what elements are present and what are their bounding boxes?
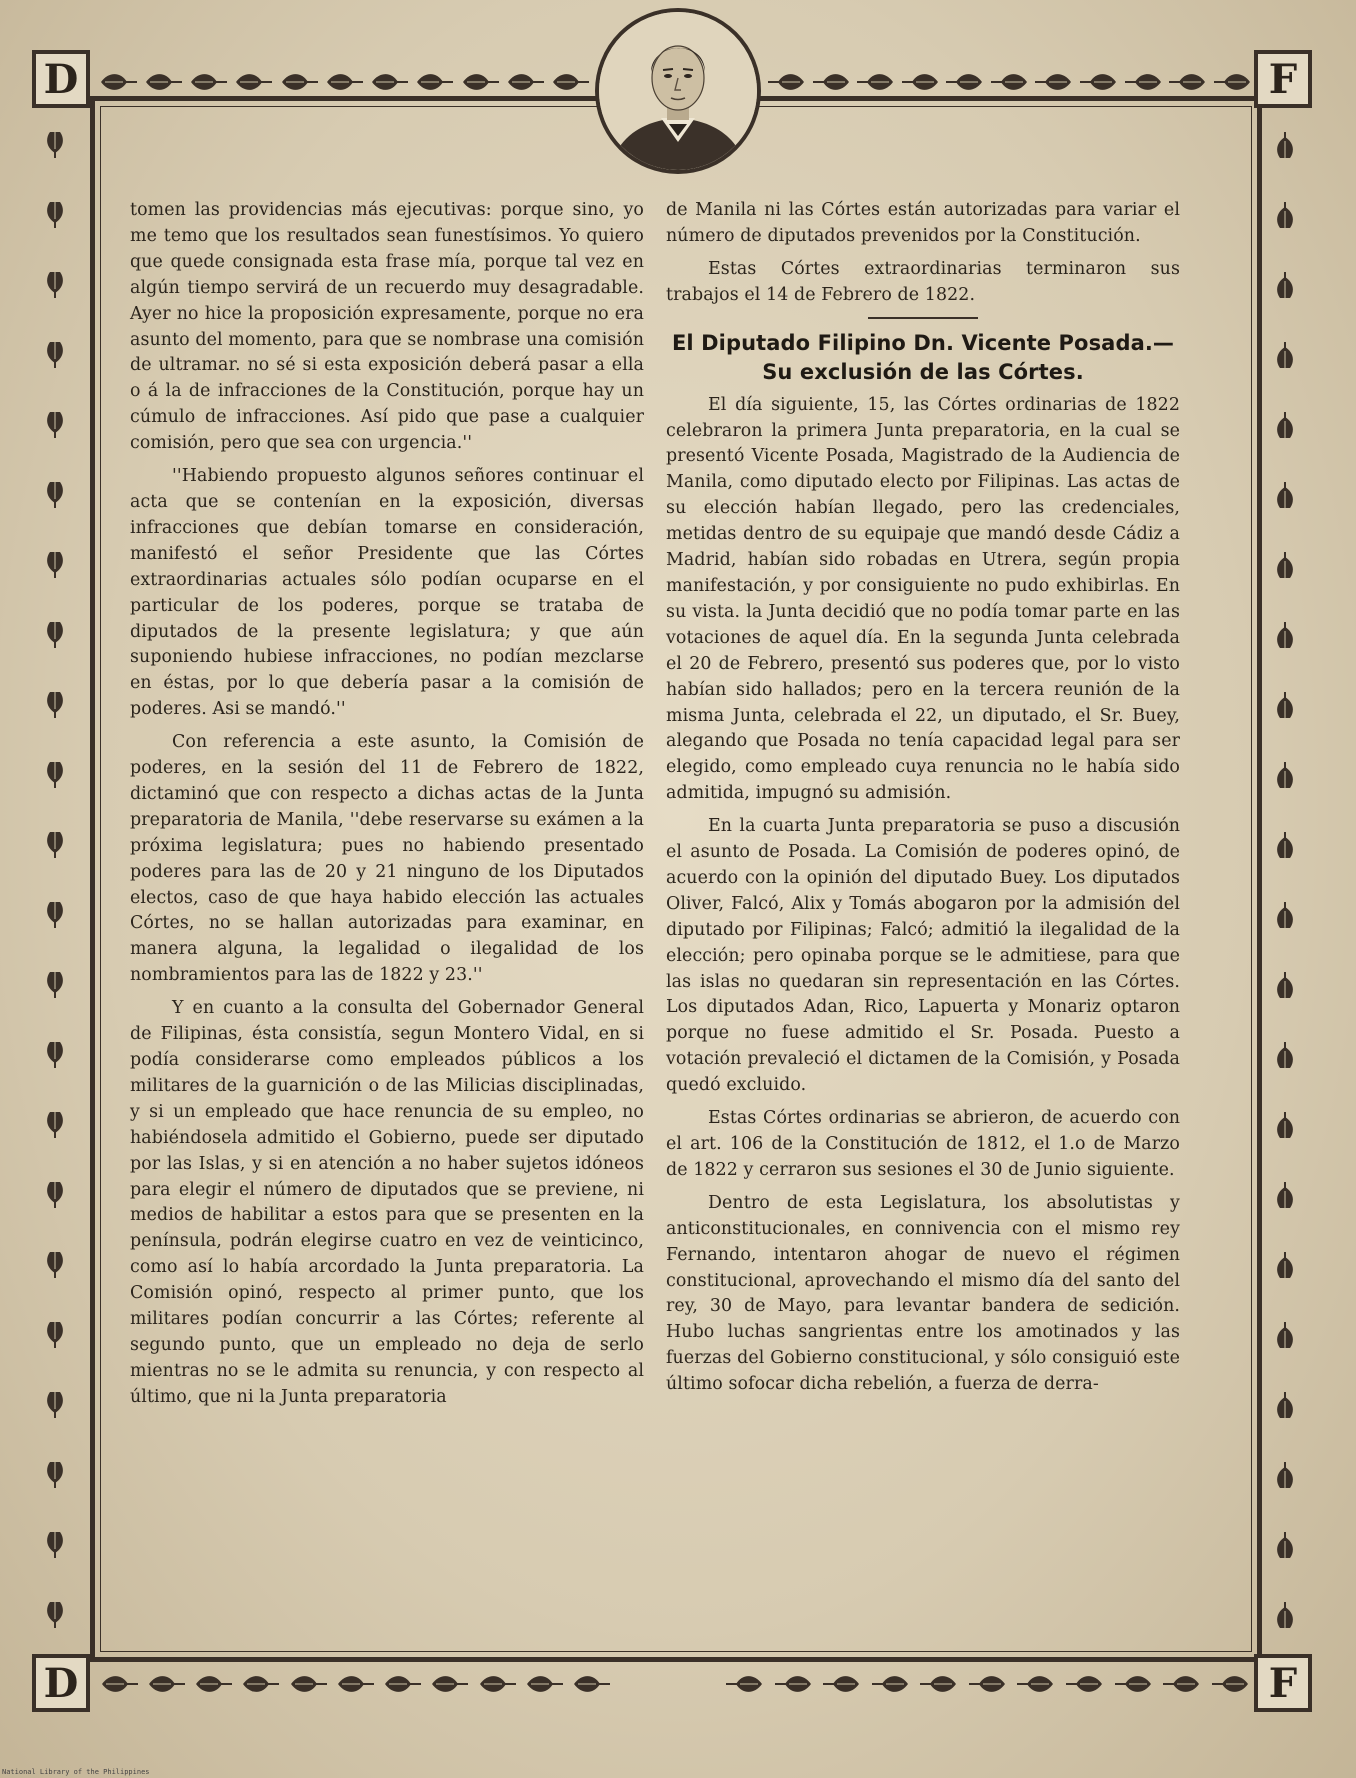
leaf-ornament-icon <box>506 69 546 95</box>
right-column <box>666 198 1180 1405</box>
left-leaf-band <box>32 110 78 1650</box>
leaf-ornament-icon <box>35 692 75 718</box>
leaf-ornament-icon <box>383 1671 423 1697</box>
top-leaf-band-right <box>764 62 1254 102</box>
corner-letter-top-right: F <box>1254 50 1312 108</box>
leaf-ornament-icon <box>35 1042 75 1068</box>
leaf-ornament-icon <box>1265 272 1305 298</box>
leaf-ornament-icon <box>1265 482 1305 508</box>
leaf-ornament-icon <box>1265 552 1305 578</box>
leaf-ornament-icon <box>525 1671 565 1697</box>
leaf-ornament-icon <box>855 69 895 95</box>
leaf-ornament-icon <box>99 69 139 95</box>
leaf-ornament-icon <box>478 1671 518 1697</box>
leaf-ornament-icon <box>1210 1671 1250 1697</box>
leaf-ornament-icon <box>1265 1112 1305 1138</box>
leaf-ornament-icon <box>430 1671 470 1697</box>
corner-letter-bottom-left: D <box>32 1654 90 1712</box>
right-paragraph-3: Estas Córtes ordinarias se abrieron, de acuerdo con el art. 106 de la Constitución de 1812, el 1.o de Marzo de 1822 y cerraron sus sesiones el 30 de Junio siguiente. <box>666 1108 1180 1180</box>
leaf-ornament-icon <box>1265 202 1305 228</box>
leaf-ornament-icon <box>1265 412 1305 438</box>
section-heading-line-1: El Diputado Filipino Dn. Vicente Posada.— <box>671 330 1175 355</box>
left-column <box>130 198 644 1418</box>
top-leaf-band-left <box>96 62 594 102</box>
right-paragraph-top-1: de Manila ni las Córtes están autorizadas para variar el número de diputados prevenidos por la Constitución. <box>666 200 1180 246</box>
leaf-ornament-icon <box>100 1671 140 1697</box>
leaf-ornament-icon <box>35 1252 75 1278</box>
leaf-ornament-icon <box>35 622 75 648</box>
leaf-ornament-icon <box>1265 902 1305 928</box>
section-heading-line-2: Su exclusión de las Córtes. <box>762 359 1084 384</box>
right-paragraph-4: Dentro de esta Legislatura, los absolutistas y anticonstitucionales, en connivencia con el mismo rey Fernando, intentaron ahogar de nuevo el régimen constitucional, aprovechando el mismo día del santo del rey, 30 de Mayo, para levantar bandera de sedición. Hubo luchas sangrientas entre los amotinados y las fuerzas del Gobierno constitucional, y sólo consiguió este último sofocar dicha rebelión, a fuerza de derra- <box>666 1192 1180 1395</box>
leaf-ornament-icon <box>35 1602 75 1628</box>
leaf-ornament-icon <box>551 69 591 95</box>
leaf-ornament-icon <box>35 1532 75 1558</box>
leaf-ornament-icon <box>144 69 184 95</box>
leaf-ornament-icon <box>241 1671 281 1697</box>
leaf-ornament-icon <box>1265 342 1305 368</box>
left-paragraph-1: tomen las providencias más ejecutivas: porque sino, yo me temo que los resultados sean funestísimos. Yo quiero que quede consignada esta frase mía, porque tal vez en algún tiempo servirá de un recuerdo muy desagradable. Ayer no hice la proposición expresamente, porque no era asunto del momento, para que se nombrase una comisión de ultramar. no sé si esta exposición deberá pasar a ella o á la de infracciones de la Constitución, porque hay un cúmulo de infracciones. Así pido que pase a cualquier comisión, pero que sea con urgencia.'' <box>130 200 644 454</box>
library-credit: National Library of the Philippines <box>2 1768 150 1776</box>
right-paragraph-1: El día siguiente, 15, las Córtes ordinarias de 1822 celebraron la primera Junta preparatoria, en la cual se presentó Vicente Posada, Magistrado de la Audiencia de Manila, como diputado electo por Filipinas. Las actas de su elección habían llegado, pero las credenciales, metidas dentro de su equipaje que mandó desde Cádiz a Madrid, habían sido robadas en Utrera, según propia manifestación, y por consiguiente no pudo exhibirlas. En su vista. la Junta decidió que no podía tomar parte en las votaciones de aquel día. En la segunda Junta celebrada el 20 de Febrero, presentó sus poderes que, por lo visto habían sido hallados; pero en la tercera reunión de la misma Junta, celebrada el 22, un diputado, el Sr. Buey, alegando que Posada no tenía capacidad legal para ser elegido, como empleado cuya renuncia no le había sido admitida, impugnó su admisión. <box>666 394 1180 804</box>
leaf-ornament-icon <box>773 1671 813 1697</box>
leaf-ornament-icon <box>1265 622 1305 648</box>
leaf-ornament-icon <box>35 1462 75 1488</box>
leaf-ornament-icon <box>194 1671 234 1697</box>
right-leaf-band <box>1262 110 1308 1650</box>
leaf-ornament-icon <box>280 69 320 95</box>
section-divider <box>868 317 978 319</box>
leaf-ornament-icon <box>35 902 75 928</box>
right-paragraph-top-2: Estas Córtes extraordinarias terminaron sus trabajos el 14 de Febrero de 1822. <box>666 258 1180 305</box>
leaf-ornament-icon <box>1265 1392 1305 1418</box>
leaf-ornament-icon <box>918 1671 958 1697</box>
leaf-ornament-icon <box>1265 1602 1305 1628</box>
leaf-ornament-icon <box>724 1671 764 1697</box>
leaf-ornament-icon <box>1265 692 1305 718</box>
leaf-ornament-icon <box>35 482 75 508</box>
leaf-ornament-icon <box>370 69 410 95</box>
leaf-ornament-icon <box>967 1671 1007 1697</box>
leaf-ornament-icon <box>35 1392 75 1418</box>
section-heading <box>666 329 1180 387</box>
leaf-ornament-icon <box>1265 762 1305 788</box>
leaf-ornament-icon <box>1113 1671 1153 1697</box>
leaf-ornament-icon <box>35 412 75 438</box>
leaf-ornament-icon <box>461 69 501 95</box>
leaf-ornament-icon <box>1265 132 1305 158</box>
leaf-ornament-icon <box>944 69 984 95</box>
leaf-ornament-icon <box>1161 1671 1201 1697</box>
article-body <box>130 198 1180 1618</box>
portrait-illustration <box>599 12 757 170</box>
leaf-ornament-icon <box>35 1182 75 1208</box>
leaf-ornament-icon <box>821 1671 861 1697</box>
leaf-ornament-icon <box>35 972 75 998</box>
leaf-ornament-icon <box>1265 1462 1305 1488</box>
leaf-ornament-icon <box>35 132 75 158</box>
leaf-ornament-icon <box>1078 69 1118 95</box>
leaf-ornament-icon <box>1033 69 1073 95</box>
corner-letter-bottom-right: F <box>1254 1654 1312 1712</box>
leaf-ornament-icon <box>1167 69 1207 95</box>
leaf-ornament-icon <box>989 69 1029 95</box>
leaf-ornament-icon <box>766 69 806 95</box>
bottom-leaf-band-right <box>720 1664 1254 1704</box>
left-paragraph-2: ''Habiendo propuesto algunos señores continuar el acta que se contenían en la exposición, diversas infracciones que debían tomarse en consideración, manifestó el señor Presidente que las Córtes extraordinarias actuales sólo podían ocuparse en el particular de los poderes, porque se trataba de diputados de la presente legislatura; y que aún suponiendo hubiese infracciones, no podían mezclarse en éstas, por lo que debería pasar a la comisión de poderes. Asi se mandó.'' <box>130 466 644 720</box>
leaf-ornament-icon <box>811 69 851 95</box>
right-paragraph-2: En la cuarta Junta preparatoria se puso a discusión el asunto de Posada. La Comisión de poderes opinó, de acuerdo con la opinión del diputado Buey. Los diputados Oliver, Falcó, Alix y Tomás abogaron por la admisión del diputado por Filipinas; Falcó; admitió la ilegalidad de la elección; pero opinaba porque se le admitiese, para que las islas no quedaran sin representación en las Córtes. Los diputados Adan, Rico, Lapuerta y Monariz optaron porque no fuese admitido el Sr. Posada. Puesto a votación prevaleció el dictamen de la Comisión, y Posada quedó excluido. <box>666 816 1180 1096</box>
leaf-ornament-icon <box>1265 1322 1305 1348</box>
leaf-ornament-icon <box>35 1112 75 1138</box>
leaf-ornament-icon <box>35 762 75 788</box>
leaf-ornament-icon <box>1265 832 1305 858</box>
leaf-ornament-icon <box>35 272 75 298</box>
leaf-ornament-icon <box>1265 972 1305 998</box>
leaf-ornament-icon <box>35 202 75 228</box>
leaf-ornament-icon <box>234 69 274 95</box>
leaf-ornament-icon <box>189 69 229 95</box>
portrait-medallion <box>595 8 761 174</box>
leaf-ornament-icon <box>1123 69 1163 95</box>
corner-letter-top-left: D <box>32 50 90 108</box>
leaf-ornament-icon <box>870 1671 910 1697</box>
leaf-ornament-icon <box>1265 1182 1305 1208</box>
leaf-ornament-icon <box>1064 1671 1104 1697</box>
leaf-ornament-icon <box>572 1671 612 1697</box>
left-paragraph-3: Con referencia a este asunto, la Comisión de poderes, en la sesión del 11 de Febrero de 1822, dictaminó que con respecto a dichas actas de la Junta preparatoria de Manila, ''debe reservarse su exámen a la próxima legislatura; pues no habiendo presentado poderes para las de 20 y 21 ninguno de los Diputados electos, caso de que haya habido elección las actuales Córtes, no se hallan autorizadas para examinar, en manera alguna, la legalidad o ilegalidad de los nombramientos para las de 1822 y 23.'' <box>130 732 644 986</box>
leaf-ornament-icon <box>35 342 75 368</box>
leaf-ornament-icon <box>1015 1671 1055 1697</box>
leaf-ornament-icon <box>900 69 940 95</box>
left-paragraph-4: Y en cuanto a la consulta del Gobernador General de Filipinas, ésta consistía, segun Montero Vidal, en si podía considerarse como empleados públicos a los militares de la guarnición o de las Milicias disciplinadas, y si un empleado que hace renuncia de su empleo, no habiéndosela admitido el Gobierno, puede ser diputado por las Islas, y si en atención a no haber sujetos idóneos para elegir el número de diputados que se previene, ni medios de habilitar a estos para que se presenten en la península, podrán elegirse cuatro en vez de veinticinco, como así lo había arcordado la Junta preparatoria. La Comisión opinó, respecto al primer punto, que los militares podían concurrir a las Córtes; referente al segundo punto, que un empleado no deja de serlo mientras no se le admita su renuncia, y con respecto al último, que ni la Junta preparatoria <box>130 998 644 1407</box>
leaf-ornament-icon <box>1212 69 1252 95</box>
leaf-ornament-icon <box>35 832 75 858</box>
leaf-ornament-icon <box>415 69 455 95</box>
leaf-ornament-icon <box>336 1671 376 1697</box>
leaf-ornament-icon <box>35 1322 75 1348</box>
leaf-ornament-icon <box>1265 1252 1305 1278</box>
bottom-leaf-band-left <box>96 1664 616 1704</box>
leaf-ornament-icon <box>147 1671 187 1697</box>
leaf-ornament-icon <box>1265 1042 1305 1068</box>
leaf-ornament-icon <box>1265 1532 1305 1558</box>
leaf-ornament-icon <box>289 1671 329 1697</box>
leaf-ornament-icon <box>325 69 365 95</box>
leaf-ornament-icon <box>35 552 75 578</box>
